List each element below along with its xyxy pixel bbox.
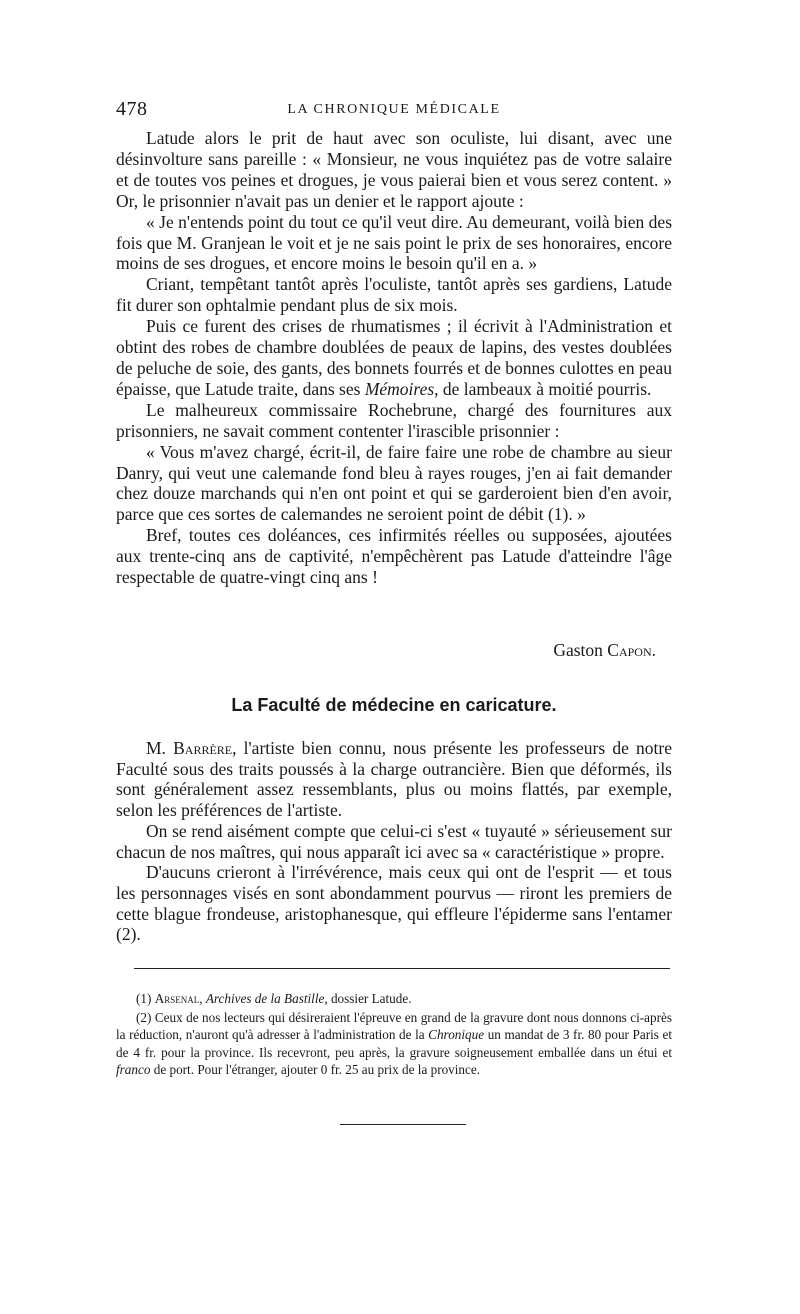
author-last-name: Capon. xyxy=(607,640,656,660)
author-signature xyxy=(116,640,656,661)
author-first-name: Gaston xyxy=(553,640,603,660)
end-divider xyxy=(340,1124,466,1125)
section-body xyxy=(116,738,672,945)
quote-paragraph: « Je n'entends point du tout ce qu'il veut dire. Au demeurant, voilà bien des fois que M. Granjean le voit et je ne sais point le prix de ses honoraires, encore moins de ses drogues, et encore moins le besoin qu'il en a. » xyxy=(116,211,672,274)
quote-paragraph: « Vous m'avez chargé, écrit-il, de faire faire une robe de chambre au sieur Danry, qui veut une calemande fond bleu à rayes rouges, j'en ai fait demander chez douze marchands qui n'en ont point et qui se garderoient bien d'en avoir, parce que ces sortes de calemandes ne seroient point de débit (1). » xyxy=(116,441,672,525)
text-run: , dossier Latude. xyxy=(324,991,412,1006)
footnote-2 xyxy=(116,1009,672,1078)
page-header xyxy=(116,98,672,126)
section-heading: La Faculté de médecine en caricature. xyxy=(231,695,557,715)
running-head: LA CHRONIQUE MÉDICALE xyxy=(287,102,501,117)
text-run: un mandat de 3 fr. 80 pour Paris et de 4 fr. pour la province. Ils recevront, peu après, la gravure soigneusement emballée dans un étui et xyxy=(116,1027,672,1060)
paragraph xyxy=(116,316,672,400)
footnote-1 xyxy=(116,990,672,1007)
paragraph: Bref, toutes ces doléances, ces infirmités réelles ou supposées, ajoutées aux trente-cinq ans de captivité, n'empêchèrent pas Latude d'atteindre l'âge respectable de quatre-vingt cinq ans ! xyxy=(116,525,672,588)
page-number: 478 xyxy=(116,98,148,120)
article-body xyxy=(116,128,672,588)
paragraph: On se rend aisément compte que celui-ci s'est « tuyauté » sérieusement sur chacun de nos maîtres, qui nous apparaît ici avec sa « caractéristique » propre. xyxy=(116,820,672,862)
text-run: , de lambeaux à moitié pourris. xyxy=(434,378,652,399)
text-run: Puis ce furent des crises de rhumatismes ; il écrivit à l'Administration et obtint des robes de chambre doublées de peaux de lapins, des vestes doublées de peluche de soie, des gants, des bonnets fourrés et de bonnes culottes en peau épaisse, que Latude traite, dans ses xyxy=(116,316,672,399)
paragraph: D'aucuns crieront à l'irrévérence, mais ceux qui ont de l'esprit — et tous les personnages visés en sont abondamment pourvus — riront les premiers de cette blague frondeuse, aristophanesque, qui effleure l'épiderme sans l'entamer (2). xyxy=(116,862,672,945)
text-run: (2) Ceux de nos lecteurs qui désireraient l'épreuve en grand de la gravure dont nous donnons ci-après la réduction, n'auront qu'à adresser à l'administration de la xyxy=(116,1010,672,1043)
italic-title: Archives de la Bastille xyxy=(205,991,325,1006)
paragraph xyxy=(116,738,672,821)
italic-title: Mémoires xyxy=(364,378,435,399)
paragraph: Latude alors le prit de haut avec son oculiste, lui disant, avec une désinvolture sans pareille : « Monsieur, ne vous inquiétez pas de votre salaire et de toutes vos peines et drogues, je vous paierai bien et vous serez content. » Or, le prisonnier n'avait pas un denier et le rapport ajoute : xyxy=(116,128,672,211)
italic-title: Chronique xyxy=(428,1027,485,1043)
footnote-divider xyxy=(134,968,670,969)
artist-name: Barrère xyxy=(173,738,233,758)
paragraph: Criant, tempêtant tantôt après l'oculiste, tantôt après ses gardiens, Latude fit durer son ophtalmie pendant plus de six mois. xyxy=(116,274,672,316)
italic-term: franco xyxy=(116,1061,151,1077)
text-run: , l'artiste bien connu, nous présente les professeurs de notre Faculté sous des traits poussés à la charge outrancière. Bien que déformés, ils sont généralement assez ressemblants, plus ou moins flattés, par exemple, selon les préférences de l'artiste. xyxy=(116,738,672,821)
text-run: de port. Pour l'étranger, ajouter 0 fr. 25 au prix de la province. xyxy=(150,1061,481,1077)
text-run: , xyxy=(199,991,206,1006)
footnote-marker: (1) xyxy=(136,991,155,1006)
paragraph: Le malheureux commissaire Rochebrune, chargé des fournitures aux prisonniers, ne savait comment contenter l'irascible prisonnier : xyxy=(116,399,672,441)
source-name: Arsenal xyxy=(154,991,200,1006)
text-run: M. xyxy=(146,738,174,758)
footnotes xyxy=(116,990,672,1080)
